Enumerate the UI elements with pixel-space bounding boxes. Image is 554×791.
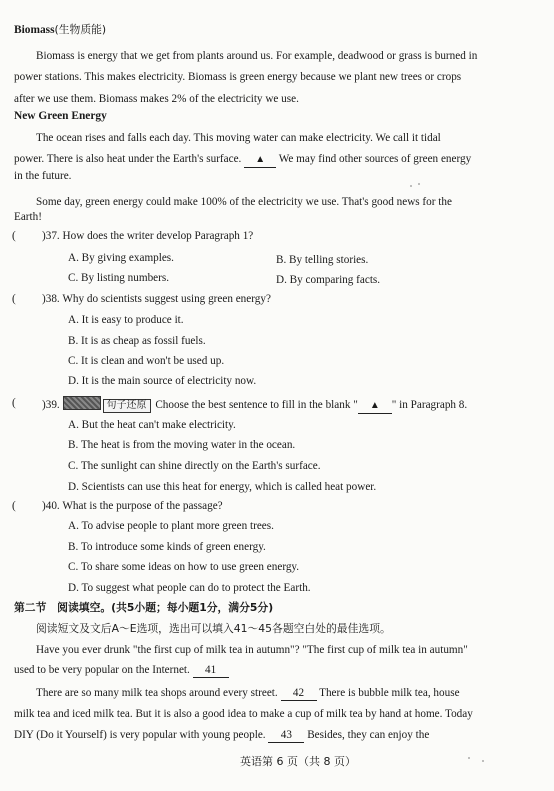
paragraph-blank: ▲	[244, 153, 276, 168]
new-green-line-2-pre: power. There is also heat under the Earth's surface.	[14, 153, 242, 165]
q37-option-d[interactable]: D. By comparing facts.	[276, 274, 381, 286]
q39-stem	[42, 396, 467, 414]
passage-line-3-post: There is bubble milk tea, house	[319, 687, 460, 699]
biomass-line-1: Biomass is energy that we get from plants around us. For example, deadwood or grass is burned in	[36, 50, 478, 62]
passage-line-5-pre: DIY (Do it Yourself) is very popular with young people.	[14, 729, 266, 741]
q40-text: What is the purpose of the passage?	[62, 500, 223, 512]
q39-text-pre: Choose the best sentence to fill in the blank "	[155, 399, 358, 411]
blank-41[interactable]: 41	[193, 663, 229, 678]
q39-paren: (	[12, 397, 16, 409]
passage-line-2-text: used to be very popular on the Internet.	[14, 664, 190, 676]
q38-option-a[interactable]: A. It is easy to produce it.	[68, 314, 184, 326]
new-green-line-2	[14, 152, 471, 168]
biomass-heading-cn: (生物质能)	[54, 23, 107, 36]
q40-option-b[interactable]: B. To introduce some kinds of green energy.	[68, 541, 266, 553]
passage-line-5-post: Besides, they can enjoy the	[307, 729, 430, 741]
q38-option-d[interactable]: D. It is the main source of electricity now.	[68, 375, 257, 387]
new-green-line-3: in the future.	[14, 170, 72, 182]
q39-blank: ▲	[358, 399, 392, 414]
q38-paren: (	[12, 293, 16, 305]
scan-speck	[468, 757, 470, 759]
section-2-title: 第二节 阅读填空。(共5小题；每小题1分，满分5分)	[14, 601, 274, 614]
q38-text: Why do scientists suggest using green energy?	[62, 293, 271, 305]
passage-line-1: Have you ever drunk "the first cup of milk tea in autumn"? "The first cup of milk tea in autumn"	[36, 644, 468, 656]
q37-option-c[interactable]: C. By listing numbers.	[68, 272, 170, 284]
new-green-heading: New Green Energy	[14, 110, 107, 122]
biomass-line-3: after we use them. Biomass makes 2% of the electricity we use.	[14, 93, 299, 105]
q37-option-b[interactable]: B. By telling stories.	[276, 254, 369, 266]
passage-line-3-pre: There are so many milk tea shops around every street.	[36, 687, 278, 699]
q40-option-c[interactable]: C. To share some ideas on how to use green energy.	[68, 561, 300, 573]
q37-text: How does the writer develop Paragraph 1?	[62, 230, 254, 242]
q40-option-d[interactable]: D. To suggest what people can do to protect the Earth.	[68, 582, 311, 594]
biomass-line-2: power stations. This makes electricity. Biomass is green energy because we plant new trees or crops	[14, 71, 462, 83]
new-green-line-2-post: We may find other sources of green energy	[278, 153, 472, 165]
q38-option-b[interactable]: B. It is as cheap as fossil fuels.	[68, 335, 206, 347]
new-green-line-1: The ocean rises and falls each day. This moving water can make electricity. We call it tidal	[36, 132, 441, 144]
sentence-restore-badge: 句子还原	[103, 399, 151, 413]
new-green-line-5: Earth!	[14, 211, 42, 223]
scan-speck	[418, 183, 420, 185]
section-2-instruction: 阅读短文及文后A～E选项，选出可以填入41～45各题空白处的最佳选项。	[36, 622, 391, 635]
passage-line-5	[14, 728, 429, 743]
blank-42[interactable]: 42	[281, 686, 317, 701]
biomass-heading-en: Biomass	[14, 24, 55, 36]
q39-option-d[interactable]: D. Scientists can use this heat for energy, which is called heat power.	[68, 481, 377, 493]
blank-43[interactable]: 43	[268, 728, 304, 743]
q37-number: )37.	[42, 230, 60, 242]
q37-stem	[42, 229, 253, 243]
q40-paren: (	[12, 500, 16, 512]
passage-line-4: milk tea and iced milk tea. But it is also a good idea to make a cup of milk tea by hand at home. Today	[14, 708, 473, 720]
scan-speck	[410, 185, 412, 187]
q39-number: )39.	[42, 399, 60, 411]
q39-option-b[interactable]: B. The heat is from the moving water in the ocean.	[68, 439, 296, 451]
passage-line-3	[36, 686, 460, 701]
scan-speck	[482, 760, 484, 762]
q38-stem	[42, 292, 271, 306]
q40-stem	[42, 499, 223, 513]
passage-line-2	[14, 663, 229, 678]
new-green-line-4: Some day, green energy could make 100% of the electricity we use. That's good news for the	[36, 196, 452, 208]
biomass-heading	[14, 23, 106, 37]
redacted-mark-icon	[63, 396, 101, 410]
q39-text-post: " in Paragraph 8.	[391, 399, 468, 411]
q40-option-a[interactable]: A. To advise people to plant more green trees.	[68, 520, 274, 532]
q39-option-a[interactable]: A. But the heat can't make electricity.	[68, 419, 236, 431]
q37-paren: (	[12, 230, 16, 242]
q40-number: )40.	[42, 500, 60, 512]
q39-option-c[interactable]: C. The sunlight can shine directly on the Earth's surface.	[68, 460, 321, 472]
q38-number: )38.	[42, 293, 60, 305]
q38-option-c[interactable]: C. It is clean and won't be used up.	[68, 355, 225, 367]
q37-option-a[interactable]: A. By giving examples.	[68, 252, 174, 264]
page-footer: 英语第 6 页（共 8 页）	[240, 755, 356, 768]
